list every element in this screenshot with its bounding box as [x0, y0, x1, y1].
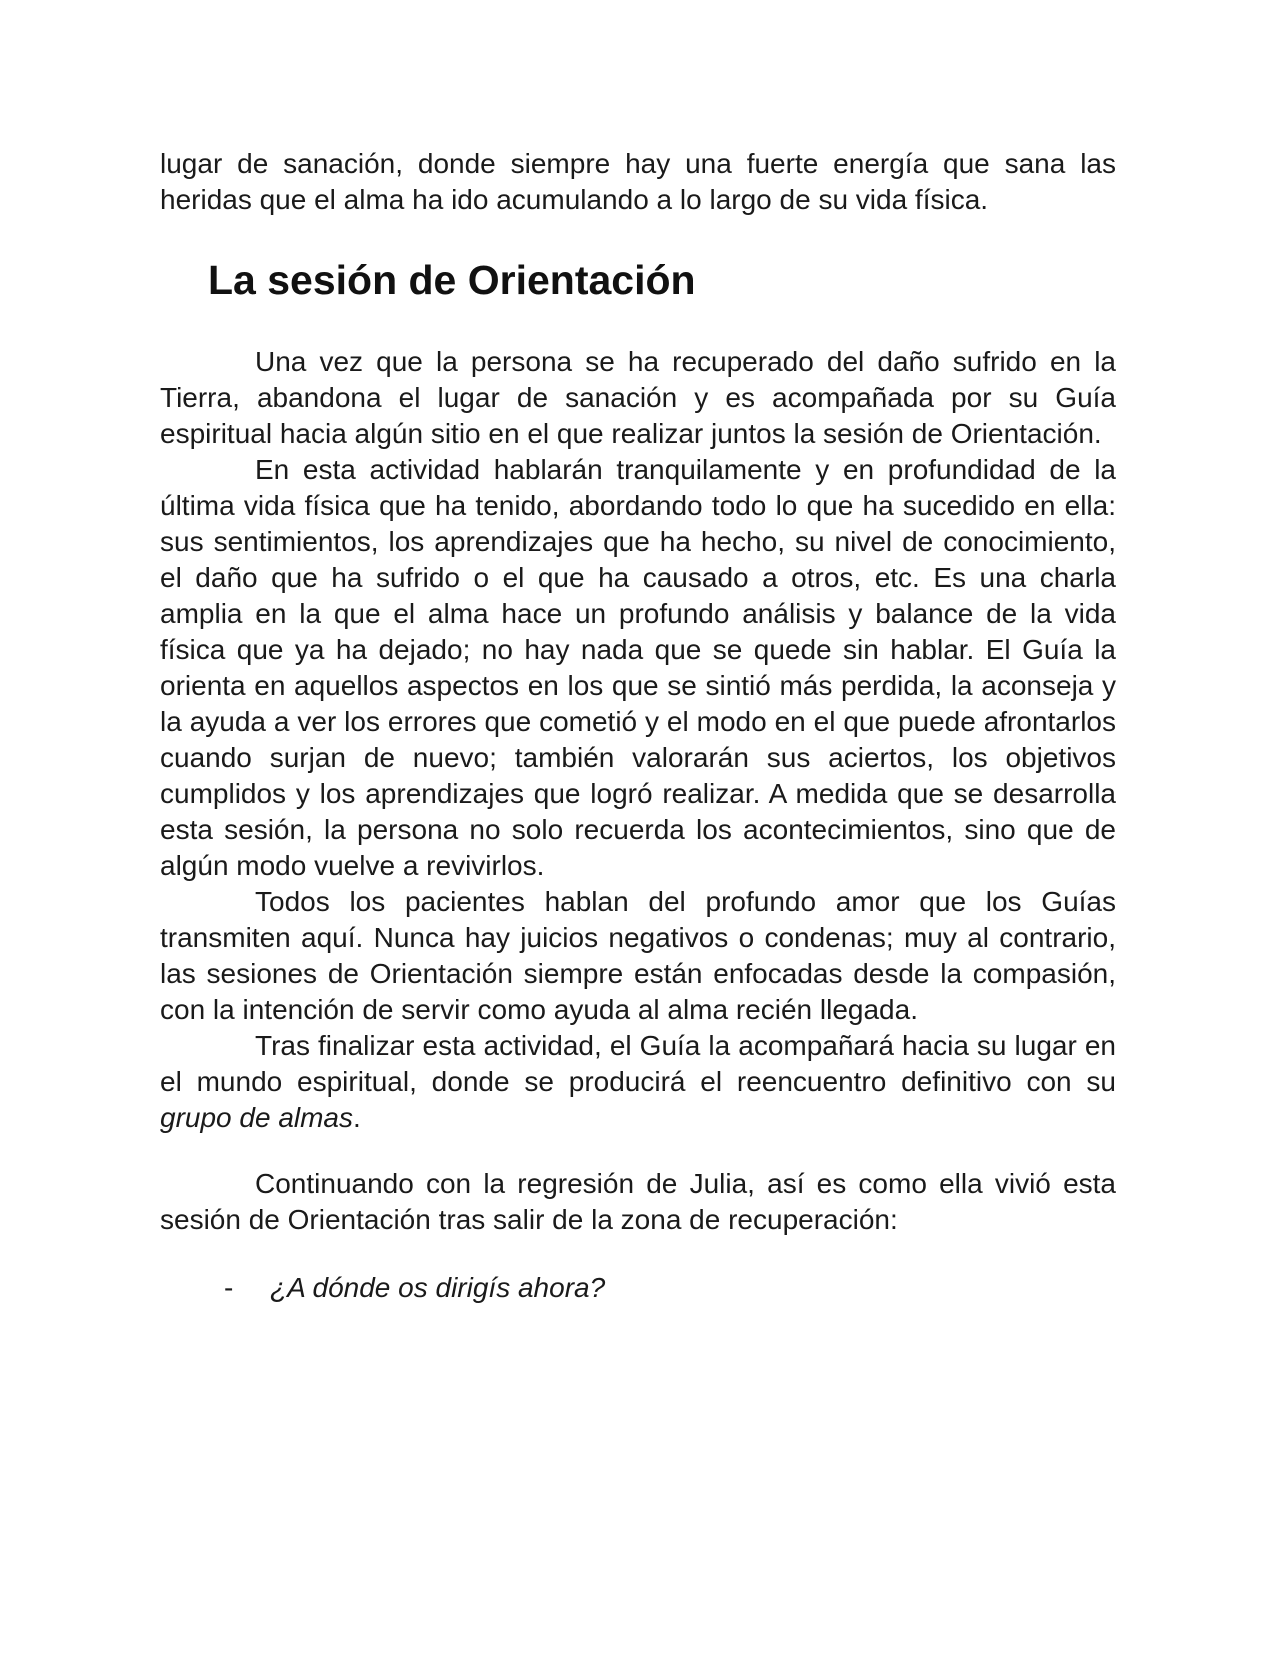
dialogue-bullet: - — [224, 1272, 234, 1303]
opening-paragraph: lugar de sanación, donde siempre hay una fuerte energía que sana las heridas que el alma ha ido acumulando a lo largo de su vida física. — [160, 148, 1116, 215]
body-paragraph-4 — [160, 1028, 1116, 1136]
section-heading: La sesión de Orientación — [208, 257, 696, 303]
continuation-paragraph: Continuando con la regresión de Julia, así es como ella vivió esta sesión de Orientación tras salir de la zona de recuperación: — [160, 1168, 1116, 1235]
paragraph-gap — [160, 1136, 1116, 1166]
document-page — [160, 146, 1116, 1306]
dialogue-list — [160, 1270, 1116, 1306]
body-paragraph-4-start: Tras finalizar esta actividad, el Guía la acompañará hacia su lugar en el mundo espiritual, donde se producirá el reencuentro definitivo con su — [160, 1030, 1116, 1097]
body-paragraph-1: Una vez que la persona se ha recuperado del daño sufrido en la Tierra, abandona el lugar de sanación y es acompañada por su Guía espiritual hacia algún sitio en el que realizar juntos la sesión de Orientación. — [160, 346, 1116, 449]
dialogue-item — [160, 1270, 1116, 1306]
list-gap — [160, 1238, 1116, 1270]
body-paragraph-4-end: . — [353, 1102, 361, 1133]
emphasis-grupo-de-almas: grupo de almas — [160, 1102, 354, 1133]
body-paragraph-2: En esta actividad hablarán tranquilamente y en profundidad de la última vida física que ha tenido, abordando todo lo que ha sucedido en ella: sus sentimientos, los aprendizajes que ha hecho, su nivel de conocimiento, el daño que ha sufrido o el que ha causado a otros, etc. Es una charla amplia en la que el alma hace un profundo análisis y balance de la vida física que ya ha dejado; no hay nada que se quede sin hablar. El Guía la orienta en aquellos aspectos en los que se sintió más perdida, la aconseja y la ayuda a ver los errores que cometió y el modo en el que puede afrontarlos cuando surjan de nuevo; también valorarán sus aciertos, los objetivos cumplidos y los aprendizajes que logró realizar. A medida que se desarrolla esta sesión, la persona no solo recuerda los acontecimientos, sino que de algún modo vuelve a revivirlos. — [160, 454, 1116, 881]
dialogue-question: ¿A dónde os dirigís ahora? — [270, 1272, 606, 1303]
body-paragraph-3: Todos los pacientes hablan del profundo amor que los Guías transmiten aquí. Nunca hay juicios negativos o condenas; muy al contrario, las sesiones de Orientación siempre están enfocadas desde la compasión, con la intención de servir como ayuda al alma recién llegada. — [160, 886, 1116, 1025]
